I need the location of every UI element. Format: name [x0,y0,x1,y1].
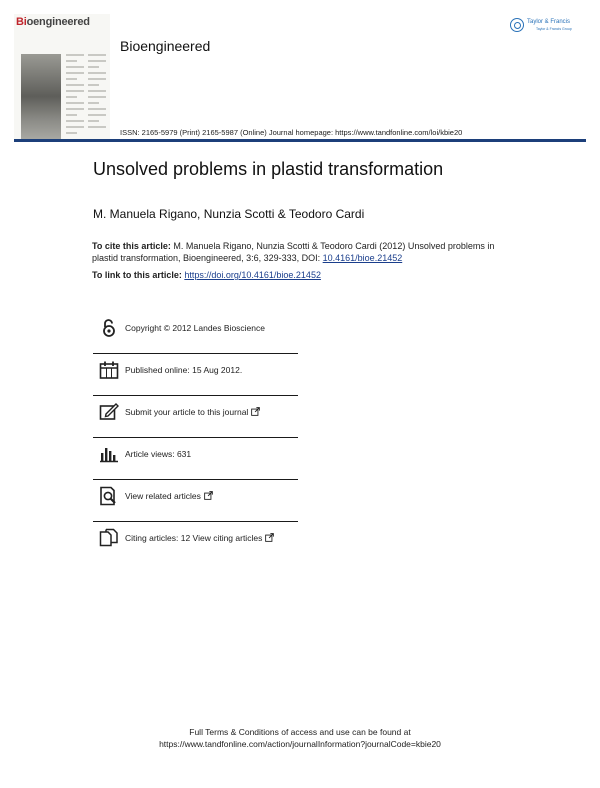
article-info-list [93,312,298,563]
copy-documents-icon [99,528,119,548]
article-views-text: Article views: 631 [125,449,192,459]
bar-chart-icon [99,444,119,464]
calendar-icon [99,360,119,380]
journal-cover-thumbnail [14,14,110,140]
citing-articles-link[interactable]: Citing articles: 12 View citing articles [125,533,274,543]
publisher-logo-subtitle: Taylor & Francis Group [536,27,572,31]
citing-articles-row[interactable] [93,522,298,563]
article-title: Unsolved problems in plastid transformation [93,159,444,179]
issn-line: ISSN: 2165-5979 (Print) 2165-5987 (Online) Journal homepage: https://www.tandfonline.com/loi/kbie20 [120,128,463,137]
article-authors: M. Manuela Rigano, Nunzia Scotti & Teodoro Cardi [93,207,365,221]
article-views-row [93,438,298,479]
article-doi-url[interactable]: https://doi.org/10.4161/bioe.21452 [184,270,321,280]
cover-logo: Bioengineered [16,16,90,28]
journal-title: Bioengineered [120,38,211,54]
related-articles-link[interactable]: View related articles [125,491,213,501]
submit-article-link[interactable]: Submit your article to this journal [125,407,260,417]
doi-link[interactable]: 10.4161/bioe.21452 [322,253,403,263]
external-link-icon [265,533,274,542]
cover-text-column [88,54,106,132]
cover-text-column [66,54,84,138]
citation-block: To cite this article: M. Manuela Rigano, Nunzia Scotti & Teodoro Cardi (2012) Unsolved problems in plastid transformation, Bioengineered, 3:6, 329-333, DOI: 10.4161/bioe.21452 [92,241,495,263]
terms-footer [0,726,600,750]
open-access-icon [99,318,119,338]
article-link-label: To link to this article: [92,270,185,280]
published-date-text: Published online: 15 Aug 2012. [125,365,243,375]
submit-article-row[interactable] [93,396,298,437]
copyright-row [93,312,298,353]
related-articles-row[interactable] [93,480,298,521]
citation-label: To cite this article: [92,241,171,251]
publisher-logo [510,16,584,42]
journal-homepage-link[interactable]: https://www.tandfonline.com/loi/kbie20 [335,128,463,137]
search-document-icon [99,486,119,506]
cover-image [21,54,61,140]
terms-text: Full Terms & Conditions of access and use can be found at [189,727,411,737]
publisher-logo-icon [510,18,524,32]
external-link-icon [204,491,213,500]
article-link-line [92,270,321,280]
edit-document-icon [99,402,119,422]
header-rule [14,139,586,142]
publisher-logo-name: Taylor & Francis [527,19,571,25]
terms-url[interactable]: https://www.tandfonline.com/action/journalInformation?journalCode=kbie20 [159,739,441,749]
external-link-icon [251,407,260,416]
published-row [93,354,298,395]
copyright-text: Copyright © 2012 Landes Bioscience [125,323,265,333]
